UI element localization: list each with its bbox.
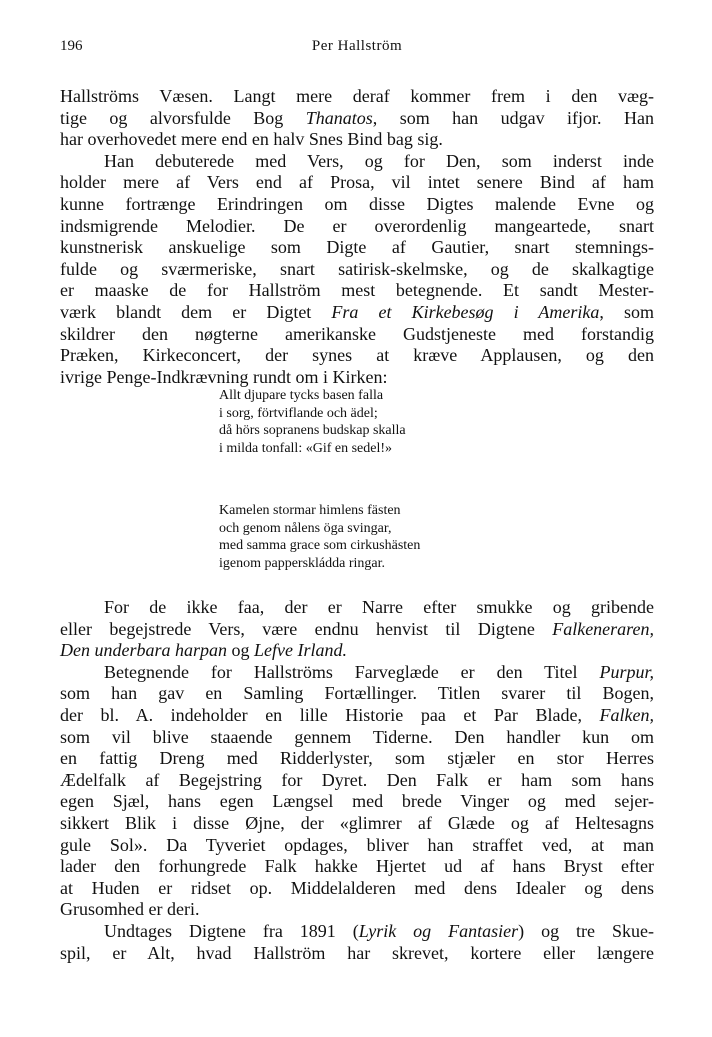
body-text-section-1 xyxy=(60,86,654,388)
verse-line: då hörs sopranens budskap skalla xyxy=(219,423,406,439)
body-text-section-2 xyxy=(60,597,654,964)
page-header xyxy=(60,38,654,62)
page-number: 196 xyxy=(60,38,83,54)
text-line: som han gav en Samling Fortællinger. Titlen svarer til Bogen, xyxy=(60,683,654,704)
text-line: egen Sjæl, hans egen Længsel med brede Vinger og med sejer- xyxy=(60,791,654,812)
text-line: Grusomhed er deri. xyxy=(60,899,200,920)
text-line: skildrer den nøgterne amerikanske Gudstjeneste med forstandig xyxy=(60,323,654,344)
text-line: spil, er Alt, hvad Hallström har skrevet, kortere eller længere xyxy=(60,942,654,963)
text-line: Ædelfalk af Begejstring for Dyret. Den Falk er ham som hans xyxy=(60,769,654,790)
verse-line: Kamelen stormar himlens fästen xyxy=(219,503,401,518)
text-line: fulde og sværmeriske, snart satirisk-skelmske, og de skalkagtige xyxy=(60,258,654,279)
text-line: lader den forhungrede Falk hakke Hjertet ud af hans Bryst efter xyxy=(60,856,654,877)
text-line: indsmigrende Melodier. De er overordenlig mangeartede, snart xyxy=(60,215,654,236)
verse-line: med samma grace som cirkushästen xyxy=(219,538,421,554)
text-line: kunstnerisk anskuelige som Digte af Gautier, snart stemnings- xyxy=(60,237,654,258)
text-line: gule Sol». Da Tyveriet opdages, bliver han straffet ved, at man xyxy=(60,834,654,855)
text-line: tige og alvorsfulde Bog Thanatos, som han udgav ifjor. Han xyxy=(60,107,654,128)
text-line: som vil blive staaende gennem Tiderne. Den handler kun om xyxy=(60,726,654,747)
text-line: en fattig Dreng med Ridderlyster, som stjæler en stor Herres xyxy=(60,748,654,769)
text-line: sikkert Blik i disse Øjne, der «glimrer af Glæde og af Heltesagns xyxy=(60,812,654,833)
running-head: Per Hallström xyxy=(311,38,403,54)
verse-line: i sorg, förtviflande och ädel; xyxy=(219,405,378,421)
text-line: at Huden er ridset op. Middelalderen med dens Idealer og dens xyxy=(60,877,654,898)
poem-stanza-1 xyxy=(219,387,539,457)
text-line: Undtages Digtene fra 1891 (Lyrik og Fantasier) og tre Skue- xyxy=(104,920,654,941)
text-line: er maaske de for Hallström mest betegnende. Et sandt Mester- xyxy=(60,280,654,301)
text-line: ivrige Penge-Indkrævning rundt om i Kirken: xyxy=(60,366,388,387)
text-line: Hallströms Væsen. Langt mere deraf kommer frem i den væg- xyxy=(60,86,654,106)
text-line: har overhovedet mere end en halv Snes Bind bag sig. xyxy=(60,129,443,150)
text-line: eller begejstrede Vers, være endnu henvist til Digtene Falkeneraren, xyxy=(60,618,654,639)
text-line: kunne fortrænge Erindringen om disse Digtes malende Evne og xyxy=(60,193,654,214)
text-line: værk blandt dem er Digtet Fra et Kirkebesøg i Amerika, som xyxy=(60,301,654,322)
verse-line: i milda tonfall: «Gif en sedel!» xyxy=(219,440,393,456)
text-line: holder mere af Vers end af Prosa, vil intet senere Bind af ham xyxy=(60,172,654,193)
text-line: Den underbara harpan og Lefve Irland. xyxy=(60,640,347,661)
text-line: Præken, Kirkeconcert, der synes at kræve Applausen, og den xyxy=(60,345,654,366)
verse-line: igenom papperskládda ringar. xyxy=(219,555,386,571)
verse-line: och genom nålens öga svingar, xyxy=(219,520,392,536)
text-line: der bl. A. indeholder en lille Historie paa et Par Blade, Falken, xyxy=(60,704,654,725)
verse-line: Allt djupare tycks basen falla xyxy=(219,388,384,403)
poem-stanza-2 xyxy=(219,502,539,572)
text-line: For de ikke faa, der er Narre efter smukke og gribende xyxy=(104,597,654,617)
text-line: Han debuterede med Vers, og for Den, som inderst inde xyxy=(104,150,654,171)
text-line: Betegnende for Hallströms Farveglæde er den Titel Purpur, xyxy=(104,661,654,682)
